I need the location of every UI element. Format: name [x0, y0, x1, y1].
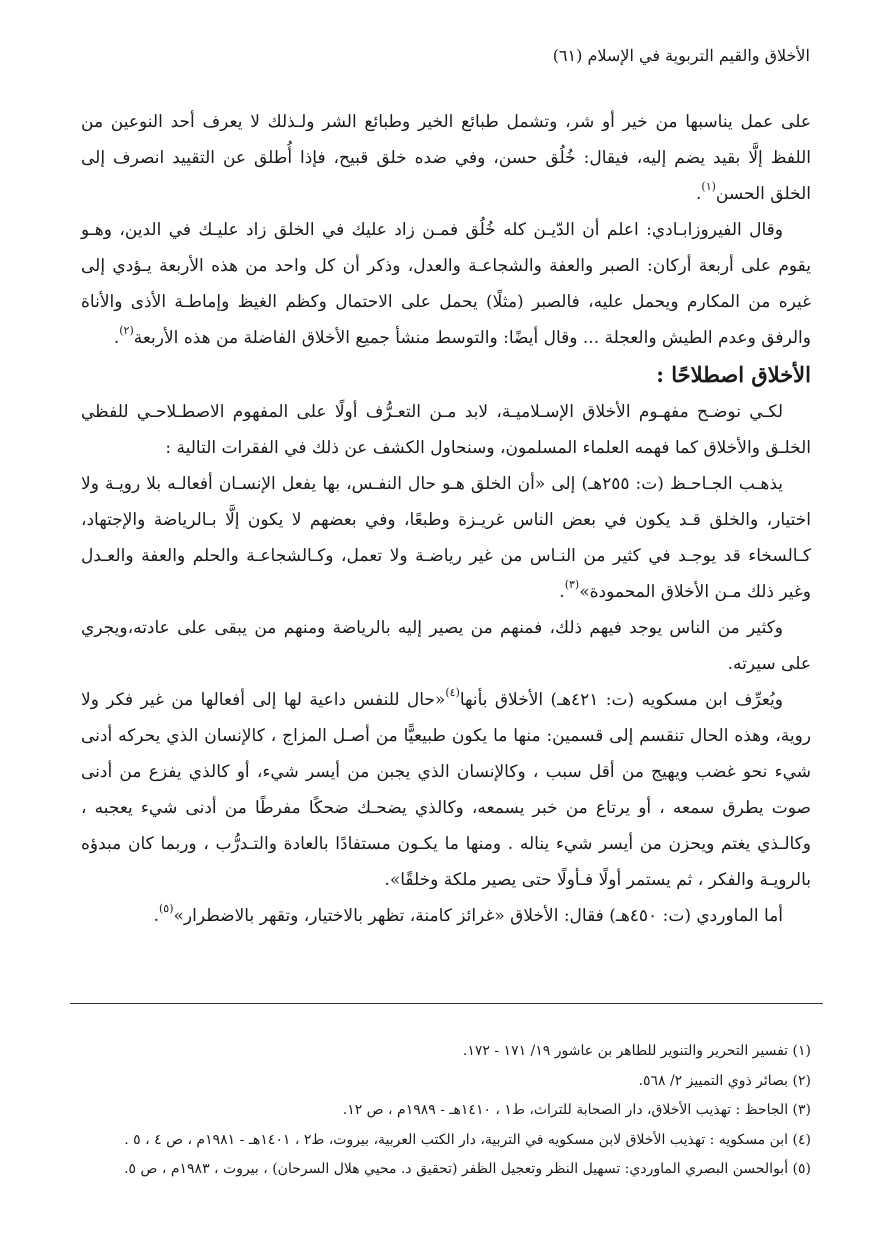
footnote-3: (٣) الجاحظ : تهذيب الأخلاق، دار الصحابة للتراث، ط١ ، ١٤١٠هـ - ١٩٨٩م ، ص ١٢.	[342, 1102, 811, 1118]
paragraph-fairuzabadi	[81, 212, 811, 356]
footnote-4: (٤) ابن مسكويه : تهذيب الأخلاق لابن مسكويه في التربية، دار الكتب العربية، بيروت، ط٢ ، ١٤٠١هـ - ١٩٨١م ، ص ٤ ، ٥ .	[124, 1131, 811, 1148]
paragraph-text: يذهـب الجـاحـظ (ت: ٢٥٥هـ) إلى «أن الخلق هـو حال النفـس، بها يفعل الإنسـان أفعالـه بلا رويـة ولا اختيار، والخلق قـد يكون في بعض الناس غريـزة وطبعًا، وفي بعضهم لا يكون إلَّا بـالرياضة والإجتهاد، كـالسخاء قد يوجـد في كثير من النـاس من غير رياضـة ولا تعمل، وكـالشجاعـة والحلم والعفة والعـدل وغير ذلك مـن الأخلاق المحمودة»	[81, 474, 811, 602]
footnote-ref-2[interactable]: (٢)	[119, 324, 134, 337]
section-heading: الأخلاق اصطلاحًا :	[656, 362, 811, 387]
footnote-5: (٥) أبوالحسن البصري الماوردي: تسهيل النظر وتعجيل الظفر (تحقيق د. محيي هلال السرحان) ، بيروت ، ١٩٨٣م ، ص ٥.	[124, 1161, 811, 1177]
paragraph-end: .	[696, 184, 702, 204]
paragraph-people-habits: وكثير من الناس يوجد فيهم ذلك، فمنهم من يصير إليه بالرياضة ومنهم من يبقى على عادته،ويجري على سيرته.	[81, 618, 811, 674]
footnote-ref-3[interactable]: (٣)	[564, 578, 580, 591]
paragraph-miskawayh	[81, 682, 811, 898]
running-header: الأخلاق والقيم التربوية في الإسلام (٦١)	[552, 46, 810, 65]
footnote-1: (١) تفسير التحرير والتنوير للطاهر بن عاشور ١٩/ ١٧١ - ١٧٢.	[462, 1043, 811, 1059]
footnote-divider	[70, 1003, 823, 1004]
paragraph-end: .	[559, 582, 565, 602]
paragraph-mawardi	[81, 898, 811, 934]
footnote-ref-4[interactable]: (٤)	[445, 686, 460, 699]
footnote-2: (٢) بصائر ذوي التمييز ٢/ ٥٦٨.	[638, 1072, 811, 1089]
main-text	[81, 104, 811, 934]
footnote-ref-5[interactable]: (٥)	[159, 902, 174, 915]
paragraph-intro-definition: لكـي نوضـح مفهـوم الأخلاق الإسـلاميـة، لابد مـن التعـرُّف أولًا على المفهوم الاصطـلاحـي للفظي الخلـق والأخلاق كما فهمه العلماء المسلمون، وسنحاول الكشف عن ذلك في الفقرات التالية :	[81, 402, 811, 458]
paragraph-end: .	[153, 906, 159, 926]
footnote-ref-1[interactable]: (١)	[701, 180, 716, 193]
footnotes	[70, 1037, 811, 1185]
paragraph-text: على عمل يناسبها من خير أو شر، وتشمل طبائع الخير وطبائع الشر ولـذلك لا يعرف أحد النوعين من اللفظ إلَّا بقيد يضم إليه، فيقال: خُلُق حسن، وفي ضده خلق قبيح، فإذا أُطلق عن التقييد انصرف إلى الخلق الحسن	[81, 112, 811, 204]
paragraph-text: أما الماوردي (ت: ٤٥٠هـ) فقال: الأخلاق «غرائز كامنة، تظهر بالاختيار، وتقهر بالاضطرار»	[173, 906, 783, 926]
paragraph-khuluq-general	[81, 104, 811, 212]
paragraph-text: وقال الفيروزابـادي: اعلم أن الدّيـن كله خُلُق فمـن زاد عليك في الخلق زاد عليـك في الدين، وهـو يقوم على أربعة أركان: الصبر والعفة والشجاعـة والعدل، وذكر أن كل واحد من هذه الأربعة يـؤدي إلى غيره من المكارم ويحمل عليه، فالصبر (مثلًا) يحمل على الاحتمال وكظم الغيظ وإماطـة الأذى والأناة والرفق وعدم الطيش والعجلة ... وقال أيضًا: والتوسط منشأ جميع الأخلاق الفاضلة من هذه الأربعة	[81, 220, 811, 348]
paragraph-text-quote: «حال للنفس داعية لها إلى أفعالها من غير فكر ولا روية، وهذه الحال تنقسم إلى قسمين: منها ما يكون طبيعيًّا من أصـل المزاج ، كالإنسان الذي يحركه أدنى شيء نحو غضب ويهيج من أقل سبب ، وكالإنسان الذي يجبن من أيسر شيء، أو كالذي يفزع من أدنى صوت يطرق سمعه ، أو يرتاع من خبر يسمعه، وكالذي يضحـك ضحكًا مفرطًا من أدنى شيء يعجبه ، وكالـذي يغتم ويحزن من أيسر شيء يناله . ومنها ما يكـون مستفادًا بالعادة والتـدرُّب ، وربما كان مبدؤه بالرويـة والفكر ، ثم يستمر أولًا فـأولًا حتى يصير ملكة وخلقًا».	[81, 690, 811, 890]
paragraph-end: .	[113, 328, 120, 348]
paragraph-text: ويُعرِّف ابن مسكويه (ت: ٤٢١هـ) الأخلاق بأنها	[459, 690, 784, 710]
paragraph-jahiz	[81, 466, 811, 610]
